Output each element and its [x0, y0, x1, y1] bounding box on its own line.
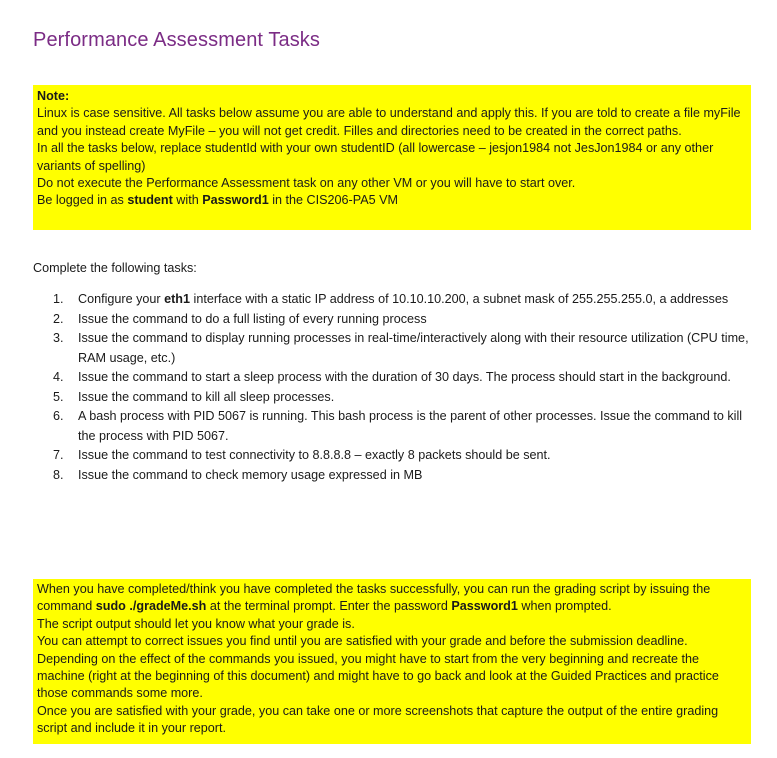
interface-name: eth1	[164, 292, 191, 306]
note-case-sensitivity: Linux is case sensitive. All tasks below assume you are able to understand and apply this. If you are told to create a file myFile and you instead create MyFile – you will not get credit. Filles and directories need to be created in the correct paths.	[37, 106, 741, 138]
grade-command: sudo ./gradeMe.sh	[95, 599, 207, 614]
task-item: 5. Issue the command to kill all sleep processes.	[53, 389, 335, 404]
task-item: 1. Configure your eth1 interface with a static IP address of 10.10.10.200, a subnet mask of 255.255.255.0, a addresses	[53, 292, 729, 306]
task-item: 8. Issue the command to check memory usage expressed in MB	[53, 467, 423, 482]
task-item: 6. A bash process with PID 5067 is running. This bash process is the parent of other processes. Issue the command to kill the process with PID 5067.	[53, 409, 743, 443]
task-item: 7. Issue the command to test connectivity to 8.8.8.8 – exactly 8 packets should be sent.	[53, 448, 551, 462]
login-user: student	[127, 193, 173, 208]
task-item: 2. Issue the command to do a full listing of every running process	[53, 311, 427, 326]
note-login: Be logged in as student with Password1 in the CIS206-PA5 VM	[37, 193, 398, 208]
task-item: 4. Issue the command to start a sleep process with the duration of 30 days. The process should start in the background.	[53, 370, 731, 384]
note-student-id: In all the tasks below, replace studentId with your own studentID (all lowercase – jesjon1984 not JesJon1984 or any other variants of spelling)	[37, 141, 714, 173]
grade-password: Password1	[451, 599, 518, 614]
grading-instructions: When you have completed/think you have completed the tasks successfully, you can run the grading script by issuing the command sudo ./gradeMe.sh at the terminal prompt. Enter the password Password1 when prompted.	[37, 582, 711, 614]
task-item: 3. Issue the command to display running processes in real-time/interactively along with their resource utilization (CPU time, RAM usage, etc.)	[53, 331, 749, 365]
tasks-intro: Complete the following tasks:	[33, 261, 197, 275]
note-box	[33, 85, 751, 230]
page-title: Performance Assessment Tasks	[33, 29, 320, 51]
grading-screenshot-note: Once you are satisfied with your grade, you can take one or more screenshots that capture the output of the entire grading script and include it in your report.	[37, 703, 719, 736]
note-label: Note:	[37, 89, 70, 103]
grading-output-note: The script output should let you know what your grade is.	[37, 616, 355, 631]
grading-retry-note: You can attempt to correct issues you find until you are satisfied with your grade and before the submission deadline. Depending on the effect of the commands you issued, you might have to start from the very beginning and recreate the machine (right at the beginning of this document) and might have to go back and look at the Guided Practices and practice those commands some more.	[37, 634, 719, 701]
grading-box	[33, 579, 751, 744]
task-list	[33, 290, 751, 485]
note-vm-warning: Do not execute the Performance Assessment task on any other VM or you will have to start over.	[37, 176, 576, 191]
login-password: Password1	[202, 193, 269, 208]
